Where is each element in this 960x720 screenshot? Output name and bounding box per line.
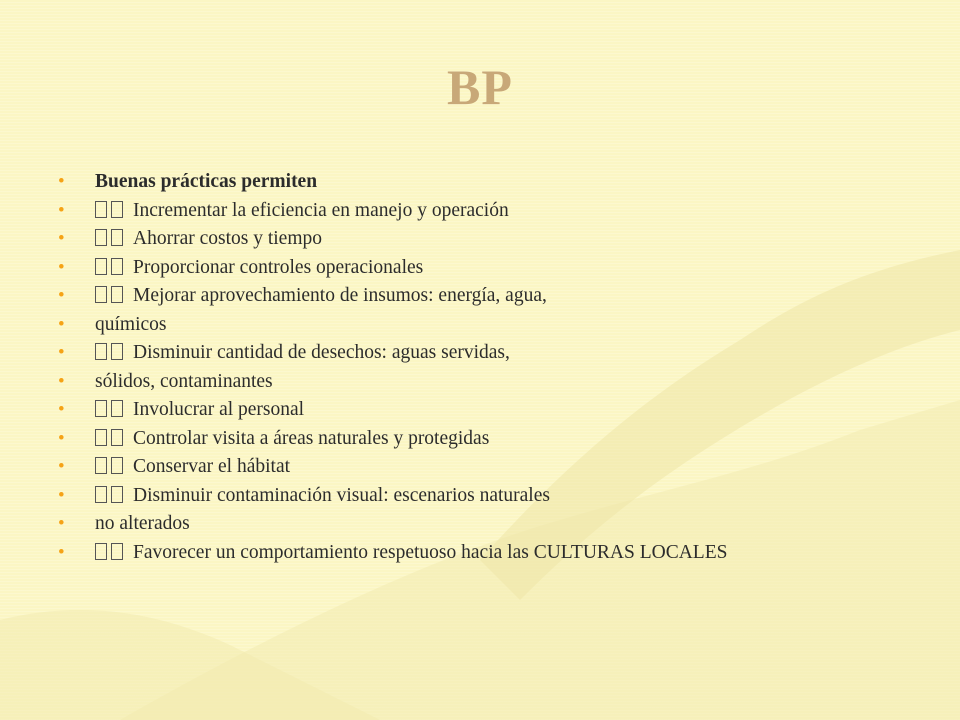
bullet-item — [58, 168, 938, 197]
bullet-item — [58, 482, 938, 511]
bullet-text: Ahorrar costos y tiempo — [133, 228, 323, 249]
bullet-text: Disminuir cantidad de desechos: aguas servidas, — [133, 342, 510, 363]
missing-glyph-icon — [111, 258, 123, 275]
missing-glyph-icon — [95, 429, 107, 446]
bullet-item — [58, 254, 938, 283]
bullet-text: sólidos, contaminantes — [95, 370, 273, 392]
bullet-item — [58, 510, 938, 539]
missing-glyph-icon — [111, 229, 123, 246]
missing-glyph-icon — [111, 201, 123, 218]
bullet-item — [58, 368, 938, 397]
bullet-item — [58, 197, 938, 226]
missing-glyph-icon — [95, 229, 107, 246]
missing-glyph-icon — [111, 286, 123, 303]
bullet-text: Disminuir contaminación visual: escenarios naturales — [133, 484, 550, 506]
bullet-dot-icon: • — [58, 171, 65, 192]
missing-glyph-boxes-icon — [95, 539, 123, 568]
bullet-item — [58, 539, 938, 568]
bullet-dot-icon: • — [58, 342, 65, 363]
bullet-text: Proporcionar controles operacionales — [133, 256, 424, 278]
missing-glyph-icon — [111, 429, 123, 446]
bullet-item — [58, 453, 938, 482]
bullet-dot-icon: • — [58, 399, 65, 420]
bullet-list — [58, 168, 938, 567]
bullet-dot-icon: • — [58, 427, 65, 449]
bullet-text: Buenas prácticas permiten — [95, 171, 318, 192]
bullet-dot-icon: • — [58, 256, 65, 278]
missing-glyph-boxes-icon — [95, 396, 123, 425]
missing-glyph-icon — [95, 343, 107, 360]
bullet-text: químicos — [95, 313, 167, 335]
bullet-text: no alterados — [95, 513, 190, 534]
missing-glyph-boxes-icon — [95, 339, 123, 368]
missing-glyph-icon — [95, 457, 107, 474]
missing-glyph-icon — [95, 201, 107, 218]
bullet-text: Incrementar la eficiencia en manejo y operación — [133, 199, 509, 221]
missing-glyph-boxes-icon — [95, 425, 123, 454]
missing-glyph-icon — [111, 343, 123, 360]
bullet-text: Controlar visita a áreas naturales y protegidas — [133, 427, 490, 449]
missing-glyph-boxes-icon — [95, 254, 123, 283]
missing-glyph-icon — [95, 258, 107, 275]
missing-glyph-icon — [111, 543, 123, 560]
bullet-dot-icon: • — [58, 228, 65, 249]
missing-glyph-icon — [111, 400, 123, 417]
bullet-text: Conservar el hábitat — [133, 456, 291, 477]
missing-glyph-boxes-icon — [95, 225, 123, 254]
missing-glyph-icon — [95, 400, 107, 417]
bullet-item — [58, 311, 938, 340]
missing-glyph-icon — [95, 286, 107, 303]
slide-title: BP — [447, 59, 513, 115]
missing-glyph-boxes-icon — [95, 282, 123, 311]
bullet-item — [58, 225, 938, 254]
missing-glyph-icon — [111, 486, 123, 503]
bullet-item — [58, 396, 938, 425]
bullet-text: Involucrar al personal — [133, 399, 305, 420]
bullet-dot-icon: • — [58, 541, 65, 563]
bullet-dot-icon: • — [58, 199, 65, 221]
missing-glyph-icon — [95, 543, 107, 560]
missing-glyph-boxes-icon — [95, 197, 123, 226]
bullet-dot-icon: • — [58, 484, 65, 506]
bullet-item — [58, 282, 938, 311]
bullet-dot-icon: • — [58, 313, 65, 335]
bullet-text: Favorecer un comportamiento respetuoso hacia las CULTURAS LOCALES — [133, 541, 728, 563]
bullet-dot-icon: • — [58, 285, 65, 306]
missing-glyph-boxes-icon — [95, 482, 123, 511]
bullet-dot-icon: • — [58, 513, 65, 534]
bullet-dot-icon: • — [58, 370, 65, 392]
bullet-text: Mejorar aprovechamiento de insumos: energía, agua, — [133, 285, 547, 306]
bullet-dot-icon: • — [58, 456, 65, 477]
bullet-item — [58, 339, 938, 368]
missing-glyph-boxes-icon — [95, 453, 123, 482]
missing-glyph-icon — [95, 486, 107, 503]
bullet-item — [58, 425, 938, 454]
missing-glyph-icon — [111, 457, 123, 474]
